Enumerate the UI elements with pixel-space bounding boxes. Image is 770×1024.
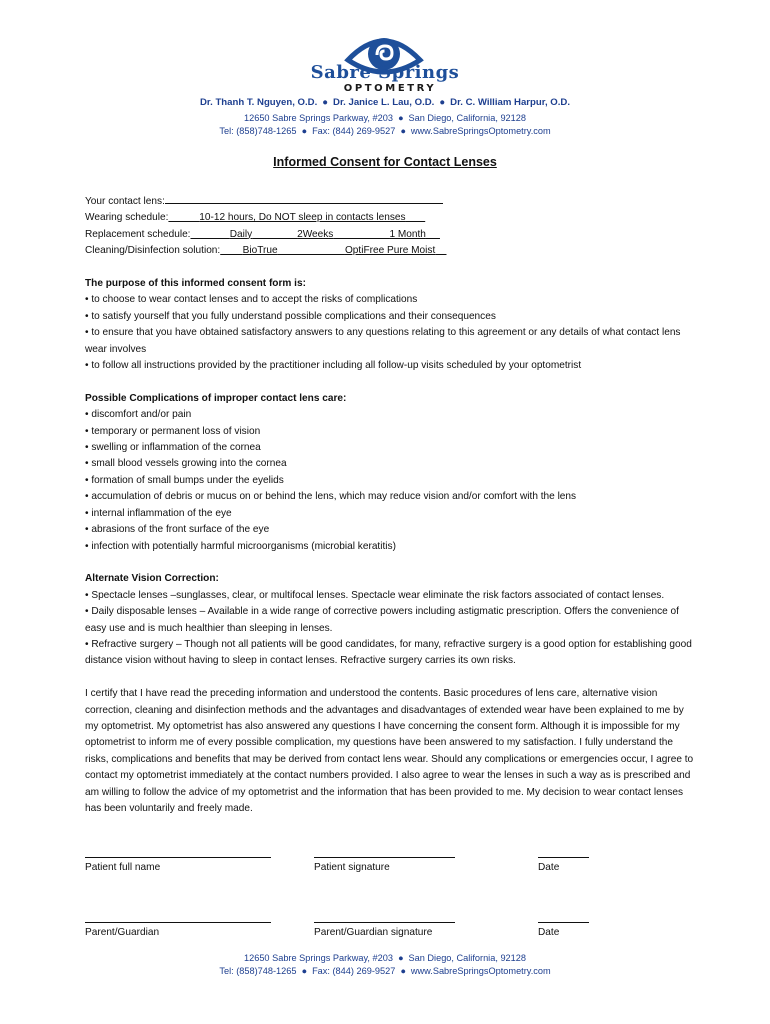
patient-date-label: Date <box>538 862 560 873</box>
cleaning-field: Cleaning/Disinfection solution: BioTrue OptiFree Pure Moist <box>85 245 436 257</box>
list-item: • to satisfy yourself that you fully understand possible complications and their consequences <box>85 310 496 322</box>
list-item: • small blood vessels growing into the cornea <box>85 458 287 470</box>
list-item: • internal inflammation of the eye <box>85 507 232 519</box>
patient-name-label: Patient full name <box>85 862 161 873</box>
brand-name: Sabre Springs <box>310 62 460 83</box>
list-item: • swelling or inflammation of the cornea <box>85 442 261 454</box>
patient-date-line[interactable] <box>538 857 589 858</box>
list-item: • to choose to wear contact lenses and to accept the risks of complications <box>85 294 418 306</box>
replacement-option[interactable]: Daily <box>229 228 253 240</box>
patient-signature-line[interactable] <box>314 857 455 858</box>
doctors-list: Dr. Thanh T. Nguyen, O.D. ● Dr. Janice L. Lau, O.D. ● Dr. C. William Harpur, O.D. <box>199 97 571 108</box>
list-item: • abrasions of the front surface of the eye <box>85 524 270 536</box>
consent-body <box>85 190 695 817</box>
brand-subtitle: OPTOMETRY <box>343 83 437 94</box>
website-link[interactable]: www.SabreSpringsOptometry.com <box>410 966 551 976</box>
list-item: • Refractive surgery – Though not all patients will be good candidates, for many, refractive surgery is a good option for establishing good distance vision without having to sleep in contact lenses. Refractive surgery carries its own risks. <box>85 638 692 667</box>
list-item: • temporary or permanent loss of vision <box>85 425 261 437</box>
list-item: • accumulation of debris or mucus on or behind the lens, which may reduce vision and/or comfort with the lens <box>85 491 577 503</box>
patient-name-line[interactable] <box>85 857 271 858</box>
replacement-field: Replacement schedule: Daily 2Weeks 1 Month <box>85 228 426 240</box>
list-item: • infection with potentially harmful microorganisms (microbial keratitis) <box>85 540 396 552</box>
list-item: • discomfort and/or pain <box>85 409 192 421</box>
alternate-heading: Alternate Vision Correction: <box>85 573 219 585</box>
list-item: • to ensure that you have obtained satisfactory answers to any questions relating to this agreement or any details of what contact lens wear involves <box>85 327 681 355</box>
patient-signature-label: Patient signature <box>314 862 390 873</box>
page-title: Informed Consent for Contact Lenses <box>273 155 497 169</box>
replacement-option[interactable]: 2Weeks <box>297 228 334 240</box>
guardian-label: Parent/Guardian <box>85 927 160 938</box>
cleaning-option[interactable]: BioTrue <box>242 245 278 257</box>
schedule-field: Wearing schedule: 10-12 hours, Do NOT sleep in contacts lenses <box>85 212 406 224</box>
footer-address: 12650 Sabre Springs Parkway, #203 ● San Diego, California, 92128 <box>243 953 526 963</box>
list-item: • to follow all instructions provided by the practitioner including all follow-up visits scheduled by your optometrist <box>85 360 582 372</box>
schedule-value: 10-12 hours, Do NOT sleep in contacts lenses <box>199 212 406 224</box>
guardian-date-line[interactable] <box>538 922 589 923</box>
doctor-name: Dr. C. William Harpur, O.D. <box>450 97 571 108</box>
doctor-name: Dr. Janice L. Lau, O.D. <box>333 97 435 108</box>
header-contact: Tel: (858)748-1265 ● Fax: (844) 269-9527 ● www.SabreSpringsOptometry.com <box>219 126 551 136</box>
website-link[interactable]: www.SabreSpringsOptometry.com <box>410 126 551 136</box>
header-address: 12650 Sabre Springs Parkway, #203 ● San Diego, California, 92128 <box>243 113 526 123</box>
lens-input-line[interactable] <box>165 190 443 204</box>
complications-heading: Possible Complications of improper contact lens care: <box>85 392 347 404</box>
certification-paragraph: I certify that I have read the preceding information and understood the contents. Basic procedures of lens care, alternative vision correction, cleaning and disinfection methods and the advantages and disadvantages of extended wear have been explained to me by my optometrist. My optometrist has also answered any questions I have concerning the consent form. Although it is impossible for my optometrist to inform me of every possible complication, my questions have been answered to my satisfaction. I fully understand the risks, complications and benefits that may be derived from contact lens wear. Should any complications or emergencies occur, I agree to contact my optometrist immediately at the contact numbers provided. I also agree to wear the lenses in such a way as is prescribed and am willing to follow the advice of my optometrist and the information that has been provided to me. My decision to wear contact lenses has been voluntarily and freely made. <box>85 688 694 814</box>
doctor-name: Dr. Thanh T. Nguyen, O.D. <box>199 97 318 108</box>
replacement-option[interactable]: 1 Month <box>389 228 426 240</box>
guardian-date-label: Date <box>538 927 560 938</box>
lens-field: Your contact lens: <box>85 190 695 210</box>
list-item: • Daily disposable lenses – Available in a wide range of corrective powers including astigmatic prescription. Offers the convenience of easy use and is much healthier than sleeping in lenses. <box>85 606 679 634</box>
guardian-line[interactable] <box>85 922 271 923</box>
list-item: • formation of small bumps under the eyelids <box>85 474 284 486</box>
list-item: • Spectacle lenses –sunglasses, clear, or multifocal lenses. Spectacle wear eliminate the risk factors associated of contact lenses. <box>85 589 665 601</box>
footer-contact: Tel: (858)748-1265 ● Fax: (844) 269-9527 ● www.SabreSpringsOptometry.com <box>219 966 551 976</box>
guardian-signature-label: Parent/Guardian signature <box>314 927 433 938</box>
guardian-signature-line[interactable] <box>314 922 455 923</box>
cleaning-option[interactable]: OptiFree Pure Moist <box>344 245 436 257</box>
purpose-heading: The purpose of this informed consent form is: <box>85 278 306 290</box>
